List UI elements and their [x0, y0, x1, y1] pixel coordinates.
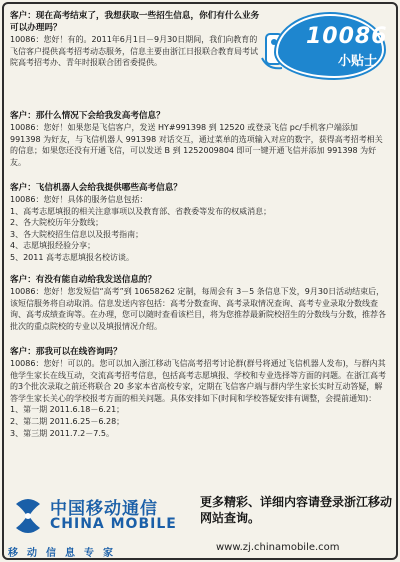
qa-section-5 [10, 346, 390, 439]
brand-slogan: 移动信息专家 [8, 548, 122, 559]
list-item: 2、各大院校历年分数线； [10, 218, 104, 228]
answer: 10086：您好！具体的服务信息包括： [10, 195, 148, 204]
qa-section-2 [10, 110, 390, 168]
question: 客户：飞信机器人会给我提供哪些高考信息？ [10, 183, 182, 193]
qa-section-1 [10, 10, 260, 69]
question: 客户：有没有能自动给我发送信息的？ [10, 275, 157, 285]
brand-name-zh: 中国移动通信 [50, 499, 158, 519]
qa-section-4 [10, 274, 390, 332]
answer: 10086：您好！有的。2011年6月1日－9月30日期间，我们向教育的飞信客户提供高考招考动态服务，信息主要由浙江日报联合教育局考试院高考招考办、青年时报联合团省委提供。 [10, 35, 258, 68]
logo-subtitle: 小贴士 [338, 54, 378, 69]
list-item: 3、各大院校招生信息以及报考指南； [10, 229, 144, 239]
answer: 10086：您好！可以的。您可以加入浙江移动飞信高考招考讨论群(群号将通过飞信机器人发布)，与群内其他学生家长在线互动，交流高考招考信息，包括高考志愿填报、学校和专业选择等方面的问题。在浙江高考的3个批次录取之前还将联合 20 多家本省高校专家，定期在飞信客户端与群内学生家长实时互动答疑，解答学生家长关心的学校报考方面的相关问题。具体安排如下(时间和学校答疑安排有调整，会提前通知)： [10, 359, 386, 403]
list-item: 2、第二期 2011.6.25－6.28； [10, 416, 125, 426]
china-mobile-icon [10, 496, 46, 536]
website-url[interactable]: www.zj.chinamobile.com [216, 542, 340, 553]
10086-tips-logo [258, 6, 392, 86]
answer: 10086：您好！如果您是飞信客户，发送 HY#991398 到 12520 或登录飞信 pc/手机客户端添加 991398 为好友，与飞信机器人 991398 对话交互，通过菜单的选项输入对应的数字，获得高考招考相关的信息；如果您还没有开通飞信，可以发送 B 到 1252009804 即可一键开通飞信并添加 991398 为好友。 [10, 123, 383, 167]
brand-name-en: CHINA MOBILE [50, 516, 177, 532]
list-item: 4、志愿填报经验分享； [10, 241, 96, 251]
logo-number: 10086 [306, 24, 388, 49]
question: 客户：那什么情况下会给我发高考信息？ [10, 111, 165, 121]
list-item: 3、第三期 2011.7.2－7.5。 [10, 428, 114, 438]
china-mobile-logo [10, 492, 194, 546]
more-info-text: 更多精彩、详细内容请登录浙江移动网站查询。 [200, 495, 393, 525]
answer: 10086：您好！您发短信“高考”到 10658262 定制，每周会有 3－5 条信息下发，9月30日活动结束后，该短信服务将自动取消。信息发送内容包括：高考分数查询、高考录取情况查询、高考专业录取分数线查询、高考成绩查询等。在办理，您可以随时查看该栏目，将为您推荐最新院校招生的分数线与分数，推荐各批次的重点院校的专业以及填报情况介绍。 [10, 287, 386, 331]
question: 客户：那我可以在线咨询吗？ [10, 347, 122, 357]
list-item: 1、高考志愿填报的相关注意事项以及教育部、省教委等发布的权威消息； [10, 206, 272, 216]
list-item: 5、2011 高考志愿填报名校访谈。 [10, 252, 134, 262]
list-item: 1、第一期 2011.6.18－6.21； [10, 405, 125, 415]
footer [4, 492, 396, 558]
question: 客户：现在高考结束了，我想获取一些招生信息，你们有什么业务可以办理吗？ [10, 11, 260, 33]
qa-section-3 [10, 182, 390, 264]
